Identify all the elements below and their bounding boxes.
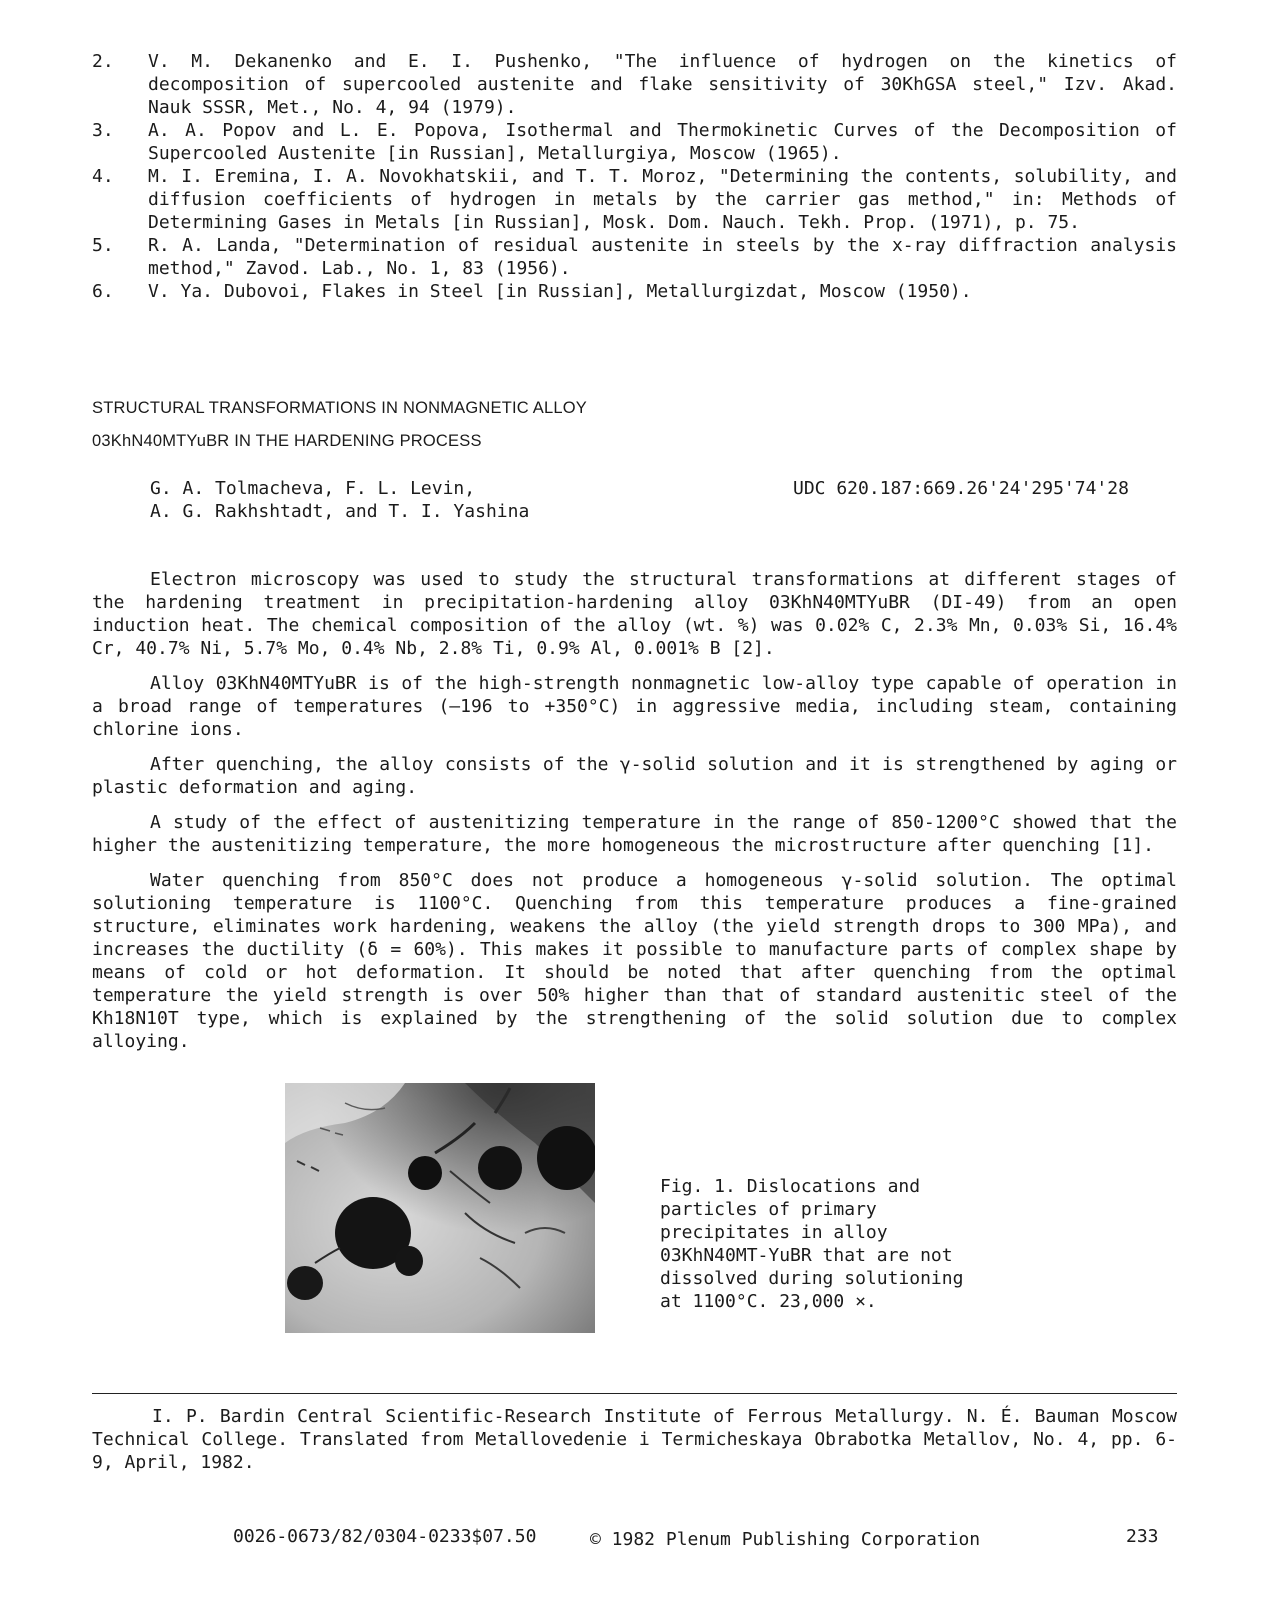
- article-title: [92, 397, 992, 463]
- journal-code: 0026-0673/82/0304-0233$07.50: [233, 1526, 537, 1547]
- micrograph-image: [285, 1083, 595, 1333]
- reference-item: [92, 119, 1177, 165]
- body-paragraph: Water quenching from 850°C does not produce a homogeneous γ-solid solution. The optimal solutioning temperature is 1100°C. Quenching from this temperature produces a fine-grained structure, eliminates work hardening, weakens the alloy (the yield strength drops to 300 MPa), and increases the ductility (δ = 60%). This makes it possible to manufacture parts of complex shape by means of cold or hot deformation. It should be noted that after quenching from the optimal temperature the yield strength is over 50% higher than that of standard austenitic steel of the Kh18N10T type, which is explained by the strengthening of the solid solution due to complex alloying.: [92, 870, 1177, 1052]
- reference-list: [92, 50, 1177, 303]
- article-authors: [150, 477, 750, 523]
- reference-number: 3.: [92, 120, 114, 141]
- reference-number: 2.: [92, 51, 114, 72]
- body-paragraph: Alloy 03KhN40MTYuBR is of the high-strength nonmagnetic low-alloy type capable of operation in a broad range of temperatures (—196 to +350°C) in aggressive media, including steam, containing chlorine ions.: [92, 673, 1177, 740]
- body-paragraph: After quenching, the alloy consists of the γ-solid solution and it is strengthened by aging or plastic deformation and aging.: [92, 754, 1177, 798]
- figure-caption: Fig. 1. Dislocations and particles of primary precipitates in alloy 03KhN40MT-YuBR that are not dissolved during solutioning at 1100°C. 23,000 ×.: [660, 1176, 964, 1312]
- reference-number: 5.: [92, 235, 114, 256]
- body-paragraph: A study of the effect of austenitizing temperature in the range of 850-1200°C showed that the higher the austenitizing temperature, the more homogeneous the microstructure after quenching [1].: [92, 812, 1177, 856]
- udc-code: UDC 620.187:669.26'24'295'74'28: [793, 478, 1129, 499]
- article-body: [92, 568, 1177, 1065]
- body-paragraph: Electron microscopy was used to study the structural transformations at different stages of the hardening treatment in precipitation-hardening alloy 03KhN40MTYuBR (DI-49) from an open induction heat. The chemical composition of the alloy (wt. %) was 0.02% C, 2.3% Mn, 0.03% Si, 16.4% Cr, 40.7% Ni, 5.7% Mo, 0.4% Nb, 2.8% Ti, 0.9% Al, 0.001% B [2].: [92, 569, 1177, 659]
- reference-number: 4.: [92, 166, 114, 187]
- reference-item: [92, 234, 1177, 280]
- article-title-line-1: STRUCTURAL TRANSFORMATIONS IN NONMAGNETIC ALLOY: [92, 399, 587, 417]
- footnote-divider: [92, 1393, 1177, 1394]
- reference-number: 6.: [92, 281, 114, 302]
- reference-text: R. A. Landa, "Determination of residual austenite in steels by the x-ray diffraction analysis method," Zavod. Lab., No. 1, 83 (1956).: [148, 235, 1177, 279]
- authors-line-1: G. A. Tolmacheva, F. L. Levin,: [150, 478, 476, 499]
- reference-text: M. I. Eremina, I. A. Novokhatskii, and T. T. Moroz, "Determining the contents, solubility, and diffusion coefficients of hydrogen in metals by the carrier gas method," in: Methods of Determining Gases in Metals [in Russian], Mosk. Dom. Nauch. Tekh. Prop. (1971), p. 75.: [148, 166, 1177, 233]
- reference-item: [92, 165, 1177, 234]
- page-number: 233: [1126, 1526, 1159, 1547]
- reference-text: A. A. Popov and L. E. Popova, Isothermal and Thermokinetic Curves of the Decomposition of Supercooled Austenite [in Russian], Metallurgiya, Moscow (1965).: [148, 120, 1177, 164]
- reference-item: [92, 280, 1177, 303]
- article-title-line-2: 03KhN40MTYuBR IN THE HARDENING PROCESS: [92, 432, 482, 450]
- reference-text: V. M. Dekanenko and E. I. Pushenko, "The influence of hydrogen on the kinetics of decomposition of supercooled austenite and flake sensitivity of 30KhGSA steel," Izv. Akad. Nauk SSSR, Met., No. 4, 94 (1979).: [148, 51, 1177, 118]
- reference-item: [92, 50, 1177, 119]
- reference-text: V. Ya. Dubovoi, Flakes in Steel [in Russian], Metallurgizdat, Moscow (1950).: [148, 281, 972, 302]
- authors-line-2: A. G. Rakhshtadt, and T. I. Yashina: [150, 501, 530, 522]
- footnote: I. P. Bardin Central Scientific-Research Institute of Ferrous Metallurgy. N. É. Bauman Moscow Technical College. Translated from Metallovedenie i Termicheskaya Obrabotka Metallov, No. 4, pp. 6-9, April, 1982.: [92, 1406, 1177, 1473]
- copyright-notice: © 1982 Plenum Publishing Corporation: [590, 1529, 981, 1550]
